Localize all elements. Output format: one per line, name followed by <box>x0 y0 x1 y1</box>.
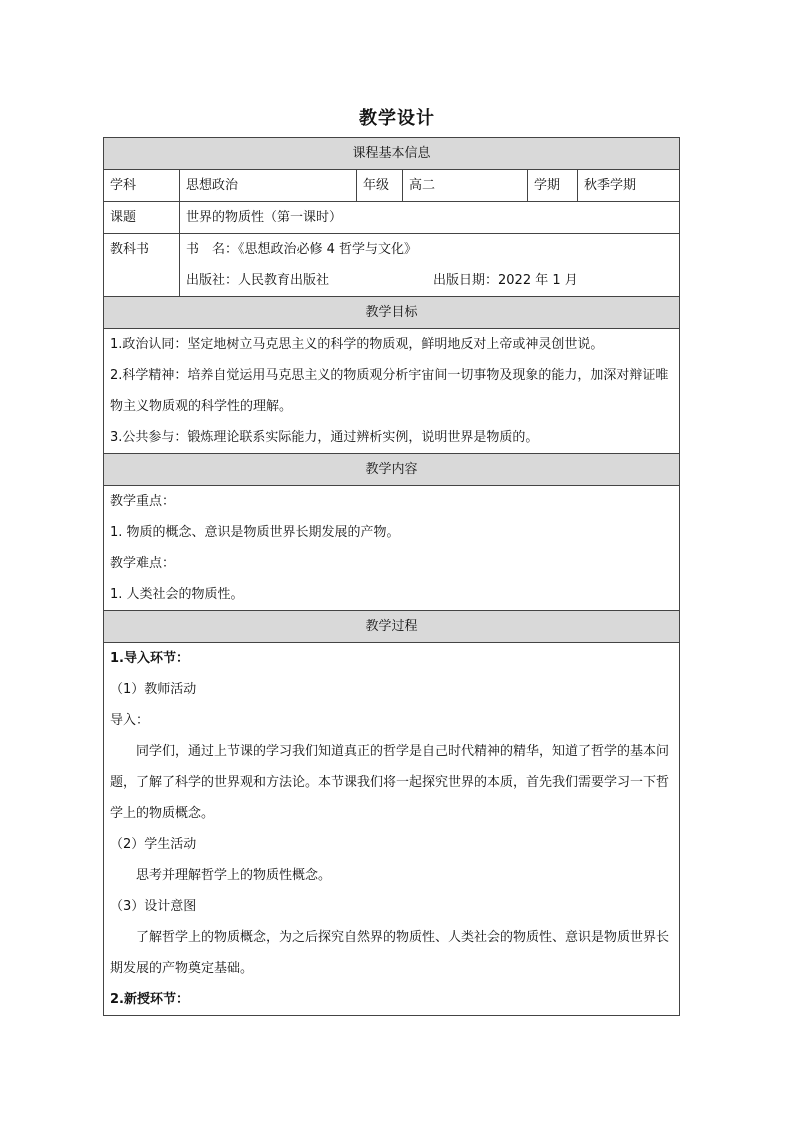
content-header: 教学内容 <box>104 454 680 486</box>
publisher: 出版社：人民教育出版社 <box>186 272 330 288</box>
content-cell <box>104 486 680 611</box>
process-header-row <box>104 611 680 643</box>
publish-date: 出版日期：2022 年 1 月 <box>433 272 578 288</box>
textbook-label: 教科书 <box>110 241 150 257</box>
process-row <box>104 643 680 1016</box>
objectives-header: 教学目标 <box>104 297 680 329</box>
process-header: 教学过程 <box>104 611 680 643</box>
intro-label: 导入： <box>110 713 150 728</box>
difficulty-item: 1. 人类社会的物质性。 <box>110 587 244 602</box>
objective-item: 2.科学精神：培养自觉运用马克思主义的物质观分析宇宙间一切事物及现象的能力，加深对辩证唯物主义物质观的科学性的理解。 <box>110 368 669 414</box>
grade-label: 年级 <box>357 170 403 202</box>
key-points-label: 教学重点： <box>110 494 176 509</box>
design-intent-heading: （3）设计意图 <box>110 899 197 914</box>
subject-value: 思想政治 <box>180 170 357 202</box>
student-activity-heading: （2）学生活动 <box>110 837 197 852</box>
objectives-cell <box>104 329 680 454</box>
textbook-info <box>180 234 680 297</box>
key-point-item: 1. 物质的概念、意识是物质世界长期发展的产物。 <box>110 525 400 540</box>
textbook-row <box>104 234 680 297</box>
grade-value: 高二 <box>403 170 528 202</box>
subject-row <box>104 170 680 202</box>
section-new-heading: 2.新授环节： <box>110 992 189 1007</box>
term-label: 学期 <box>528 170 578 202</box>
document-title: 教学设计 <box>359 108 435 129</box>
lesson-plan-table <box>103 137 680 1016</box>
intro-text: 同学们，通过上节课的学习我们知道真正的哲学是自己时代精神的精华，知道了哲学的基本问题，了解了科学的世界观和方法论。本节课我们将一起探究世界的本质，首先我们需要学习一下哲学上的物质概念。 <box>110 744 670 821</box>
objective-item: 3.公共参与：锻炼理论联系实际能力，通过辨析实例，说明世界是物质的。 <box>110 430 539 445</box>
process-cell <box>104 643 680 1016</box>
content-row <box>104 486 680 611</box>
basic-info-header-row <box>104 138 680 170</box>
book-name: 书 名：《思想政治必修 4 哲学与文化》 <box>186 241 418 257</box>
topic-value: 世界的物质性（第一课时） <box>180 202 680 234</box>
subject-label: 学科 <box>104 170 180 202</box>
student-activity-text: 思考并理解哲学上的物质性概念。 <box>136 868 332 883</box>
term-value: 秋季学期 <box>578 170 680 202</box>
section-intro-heading: 1.导入环节： <box>110 651 189 666</box>
objectives-header-row <box>104 297 680 329</box>
basic-info-header: 课程基本信息 <box>104 138 680 170</box>
objectives-row <box>104 329 680 454</box>
content-header-row <box>104 454 680 486</box>
difficulty-label: 教学难点： <box>110 556 176 571</box>
topic-row <box>104 202 680 234</box>
design-intent-text: 了解哲学上的物质概念，为之后探究自然界的物质性、人类社会的物质性、意识是物质世界长期发展的产物奠定基础。 <box>110 930 670 976</box>
objective-item: 1.政治认同：坚定地树立马克思主义的科学的物质观，鲜明地反对上帝或神灵创世说。 <box>110 337 604 352</box>
topic-label: 课题 <box>104 202 180 234</box>
publish-info <box>186 265 673 296</box>
teacher-activity-heading: （1）教师活动 <box>110 682 197 697</box>
